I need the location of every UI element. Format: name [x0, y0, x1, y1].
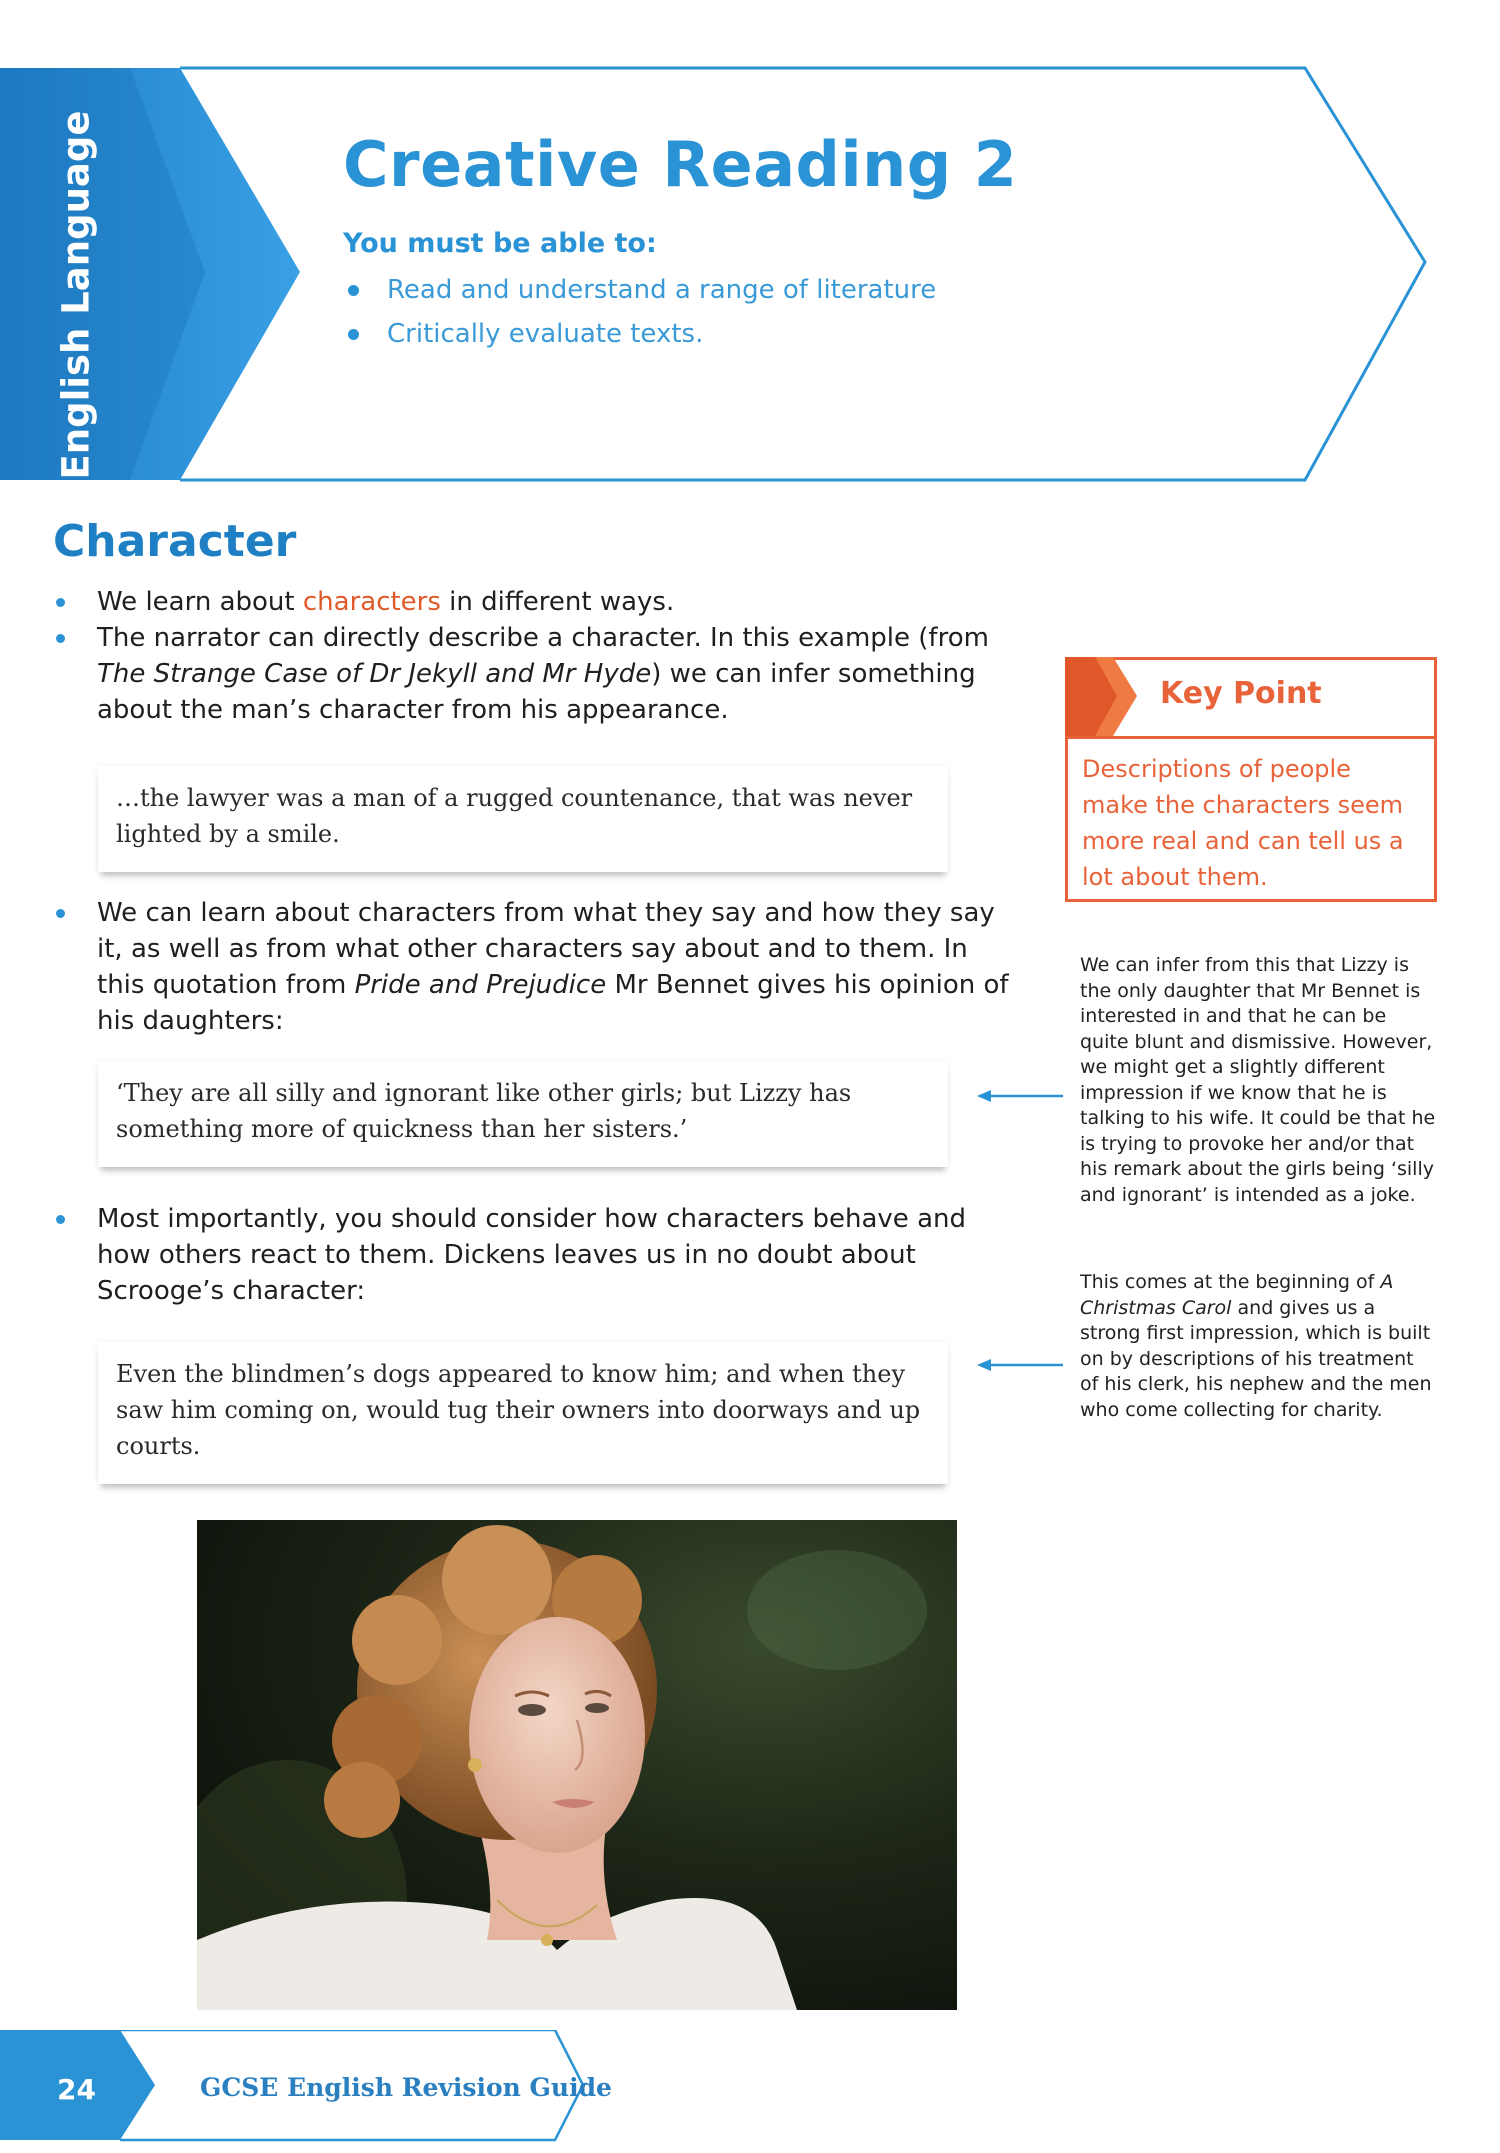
objective-item: Critically evaluate texts. — [343, 312, 936, 356]
bullet-list-top — [53, 584, 1013, 728]
page-number: 24 — [57, 2073, 96, 2106]
bullet-list-bottom — [53, 1201, 1013, 1309]
book-title: A Christmas Carol — [1080, 1271, 1394, 1319]
quote-box — [98, 766, 948, 872]
quote-box — [98, 1342, 948, 1484]
left-arrow-icon — [975, 1353, 1065, 1377]
quote-box — [98, 1061, 948, 1167]
objectives-list — [343, 268, 936, 356]
header-banner — [0, 0, 1500, 500]
key-point-header — [1068, 660, 1434, 739]
bullet-item: We can learn about characters from what they say and how they say it, as well as from what other characters say about and to them. In this quotation from Pride and Prejudice Mr Bennet gives his opinion of his daughters: — [53, 895, 1013, 1039]
page-title: Creative Reading 2 — [343, 128, 1018, 201]
bullet-item: We learn about characters in different ways. — [53, 584, 1013, 620]
bullet-item: Most importantly, you should consider how characters behave and how others react to them. Dickens leaves us in no doubt about Scrooge’s character: — [53, 1201, 1013, 1309]
objectives-heading: You must be able to: — [343, 228, 657, 259]
subject-label: English Language — [54, 110, 98, 480]
key-point-title: Key Point — [1160, 676, 1322, 711]
quote-text: Even the blindmen’s dogs appeared to know him; and when they saw him coming on, would tug their owners into doorways and up courts. — [116, 1360, 921, 1460]
objective-item: Read and understand a range of literature — [343, 268, 936, 312]
key-point-arrow-icon — [1065, 657, 1145, 736]
key-point-text: Descriptions of people make the characters seem more real and can tell us a lot about them. — [1082, 755, 1404, 891]
portrait-photo — [197, 1520, 957, 2010]
highlight-term: characters — [302, 587, 441, 617]
side-note: We can infer from this that Lizzy is the only daughter that Mr Bennet is interested in and that he can be quite blunt and dismissive. However, we might get a slightly different impression if we know that he is talking to his wife. It could be that he is trying to provoke her and/or that his remark about the girls being ‘silly and ignorant’ is intended as a joke. — [1080, 954, 1436, 1206]
book-title: The Strange Case of Dr Jekyll and Mr Hyde — [97, 659, 652, 689]
key-point-box — [1065, 657, 1437, 902]
side-note: This comes at the beginning of A Christmas Carol and gives us a strong first impression, which is built on by descriptions of his treatment of his clerk, his nephew and the men who come collecting for charity. — [1080, 1271, 1432, 1421]
section-heading: Character — [53, 516, 297, 567]
bullet-item: The narrator can directly describe a character. In this example (from The Strange Case of Dr Jekyll and Mr Hyde) we can infer something about the man’s character from his appearance. — [53, 620, 1013, 728]
bullet-list-middle — [53, 895, 1013, 1039]
woman-portrait-image — [197, 1520, 957, 2010]
left-arrow-icon — [975, 1084, 1065, 1108]
book-title: Pride and Prejudice — [354, 970, 607, 1000]
quote-text: ‘They are all silly and ignorant like other girls; but Lizzy has something more of quickness than her sisters.’ — [116, 1079, 852, 1143]
footer-title: GCSE English Revision Guide — [200, 2073, 612, 2102]
quote-text: …the lawyer was a man of a rugged countenance, that was never lighted by a smile. — [116, 784, 913, 848]
